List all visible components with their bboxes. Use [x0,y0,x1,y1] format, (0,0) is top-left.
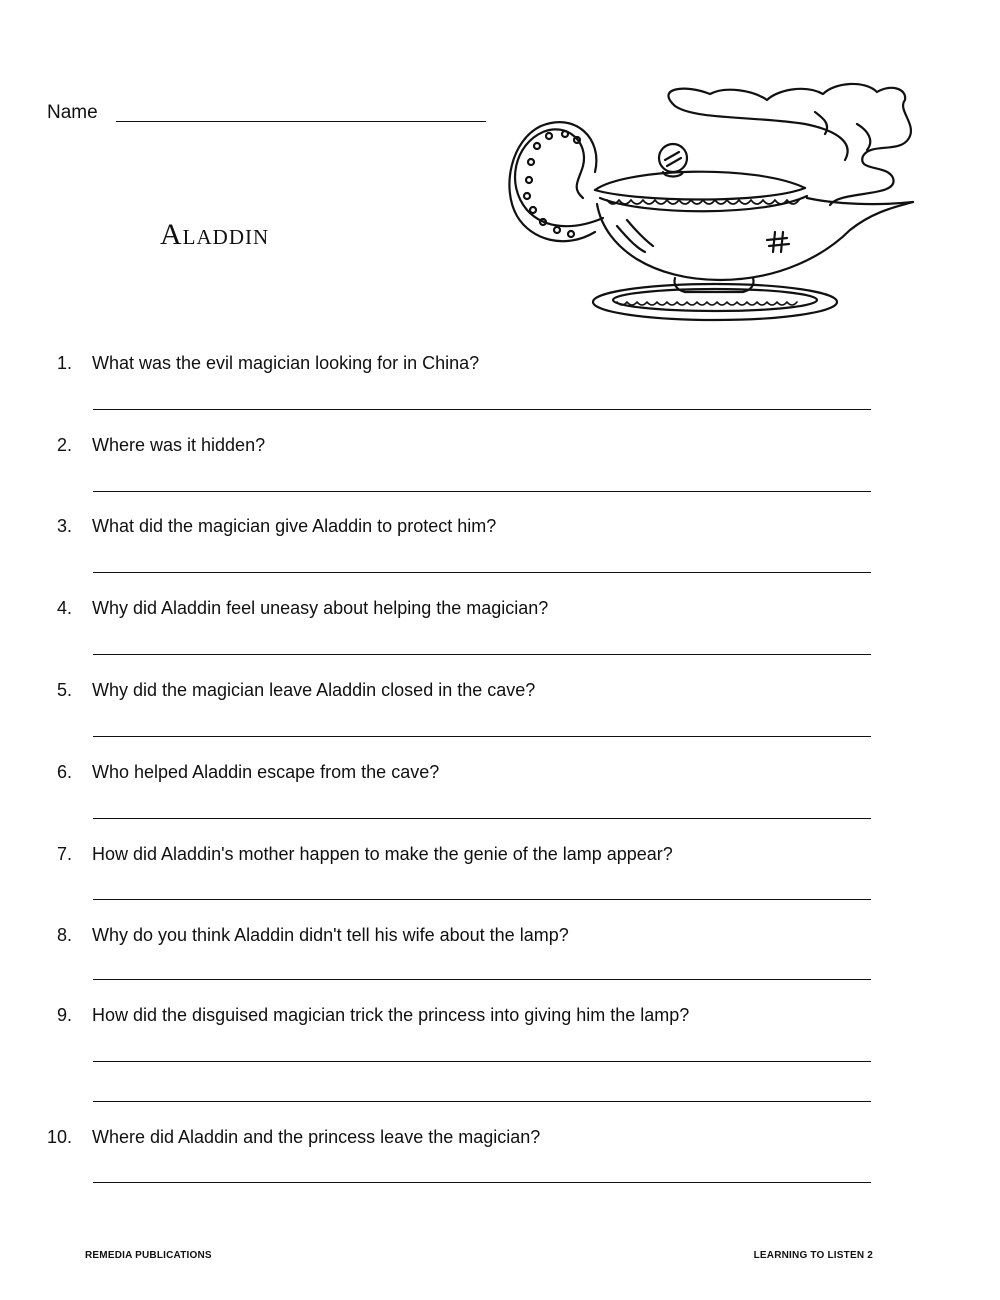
question-number: 1. [56,353,72,373]
question-number: 9. [56,1005,72,1025]
answer-line-7[interactable] [93,899,871,900]
question-4 [0,598,1000,628]
footer-publisher: REMEDIA PUBLICATIONS [85,1250,212,1261]
answer-line-3[interactable] [93,572,871,573]
question-text: Who helped Aladdin escape from the cave? [92,762,440,782]
question-text: Why did Aladdin feel uneasy about helping the magician? [92,598,549,618]
question-text: Why do you think Aladdin didn't tell his wife about the lamp? [92,925,569,945]
question-number: 2. [56,435,72,455]
question-2 [0,435,1000,465]
question-1 [0,353,1000,383]
question-10 [0,1127,1000,1157]
question-text: What did the magician give Aladdin to protect him? [92,516,497,536]
question-text: Where did Aladdin and the princess leave the magician? [92,1127,541,1147]
question-6 [0,762,1000,792]
answer-line-4[interactable] [93,654,871,655]
question-3 [0,516,1000,546]
answer-line-5[interactable] [93,736,871,737]
answer-line-2[interactable] [93,491,871,492]
question-text: Where was it hidden? [92,435,266,455]
name-label: Name [47,102,98,123]
answer-line-9b[interactable] [93,1101,871,1102]
question-8 [0,925,1000,955]
question-number: 7. [56,844,72,864]
question-number: 4. [56,598,72,618]
question-9 [0,1005,1000,1035]
question-text: How did Aladdin's mother happen to make the genie of the lamp appear? [92,844,673,864]
answer-line-1[interactable] [93,409,871,410]
footer-series: LEARNING TO LISTEN 2 [753,1250,873,1261]
question-number: 5. [56,680,72,700]
answer-line-8[interactable] [93,979,871,980]
question-text: How did the disguised magician trick the princess into giving him the lamp? [92,1005,690,1025]
question-number: 8. [56,925,72,945]
question-7 [0,844,1000,874]
question-5 [0,680,1000,710]
question-text: What was the evil magician looking for in China? [92,353,480,373]
magic-lamp-icon [505,80,925,330]
worksheet-title: Aladdin [160,218,270,251]
name-field-line[interactable] [116,121,486,122]
question-number: 10. [46,1127,72,1147]
answer-line-9a[interactable] [93,1061,871,1062]
question-number: 3. [56,516,72,536]
answer-line-6[interactable] [93,818,871,819]
answer-line-10[interactable] [93,1182,871,1183]
question-number: 6. [56,762,72,782]
question-text: Why did the magician leave Aladdin closed in the cave? [92,680,536,700]
